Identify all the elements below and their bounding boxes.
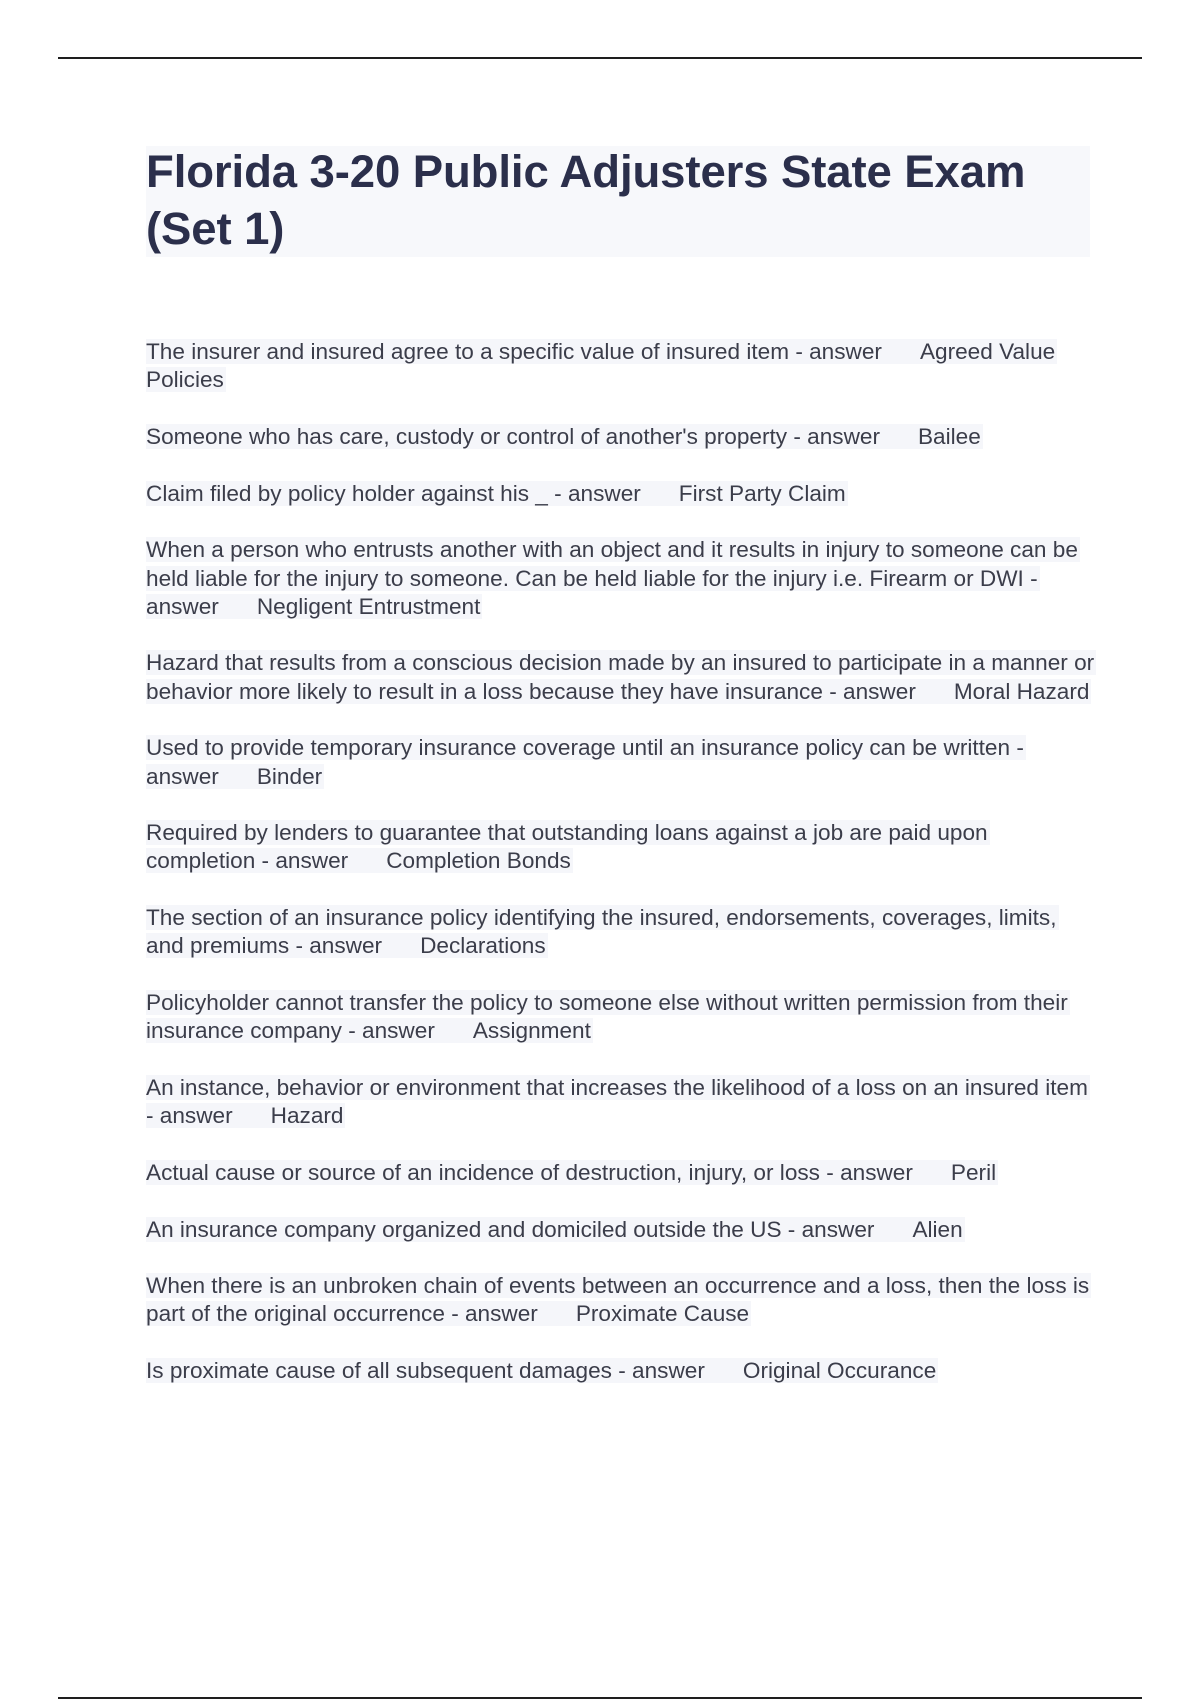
answer-separator: - answer [795,339,882,364]
answer-text: Agreed Value Policies [146,339,1056,393]
answer-text: Proximate Cause [575,1301,750,1327]
question-text: Actual cause or source of an incidence of destruction, injury, or loss [146,1159,820,1185]
question-text: Required by lenders to guarantee that outstanding loans against a job are paid upon completion [146,820,988,874]
answer-separator: - answer [787,1216,875,1242]
bottom-rule [58,1697,1142,1699]
answer-separator: - answer [826,1159,913,1185]
qa-item [146,338,1098,394]
qa-item [146,1272,1098,1328]
qa-item [146,649,1098,705]
qa-item [146,1357,1098,1385]
answer-text: Peril [950,1159,997,1185]
question-text: Is proximate cause of all subsequent damages [146,1358,612,1384]
answer-text: First Party Claim [678,480,846,506]
question-text: The insurer and insured agree to a specific value of insured item [146,339,790,364]
qa-item [146,536,1098,621]
question-text: An insurance company organized and domiciled outside the US [146,1216,782,1242]
answer-text: Alien [912,1216,963,1242]
question-text: Policyholder cannot transfer the policy to someone else without written permission from their insurance company [146,990,1068,1044]
qa-item [146,904,1098,960]
answer-text: Declarations [420,933,546,959]
qa-item [146,1159,1098,1187]
qa-item [146,819,1098,875]
answer-separator: - answer [554,480,641,506]
answer-text: Moral Hazard [953,678,1090,704]
page-title: Florida 3-20 Public Adjusters State Exam (Set 1) [146,146,1026,254]
qa-list [146,338,1098,1414]
answer-separator: - answer [146,735,1024,789]
answer-text: Assignment [472,1018,591,1044]
answer-separator: - answer [146,1103,233,1129]
answer-text: Bailee [917,423,981,449]
qa-item [146,1216,1098,1244]
qa-item [146,423,1098,451]
answer-separator: - answer [793,423,880,449]
answer-separator: - answer [295,933,383,959]
qa-item [146,480,1098,508]
qa-item [146,989,1098,1045]
answer-separator: - answer [451,1301,538,1327]
answer-text: Completion Bonds [386,848,571,874]
qa-item [146,734,1098,790]
question-text: Claim filed by policy holder against his _ [146,480,548,506]
top-rule [58,57,1142,59]
answer-separator: - answer [261,848,349,874]
question-text: Someone who has care, custody or control of another's property [146,423,788,449]
answer-text: Hazard [270,1103,344,1129]
question-text: Used to provide temporary insurance coverage until an insurance policy can be written [146,735,1011,761]
answer-text: Binder [256,763,323,789]
answer-separator: - answer [348,1018,435,1044]
answer-separator: - answer [146,565,1038,619]
question-text: Hazard that results from a conscious decision made by an insured to participate in a manner or behavior more likely to result in a loss because they have insurance [146,650,1095,704]
answer-separator: - answer [829,678,916,704]
answer-separator: - answer [618,1358,705,1384]
question-text: When there is an unbroken chain of events between an occurrence and a loss, then the loss is part of the original occurrence [146,1273,1090,1327]
answer-text: Original Occurance [742,1358,937,1384]
question-text: An instance, behavior or environment that increases the likelihood of a loss on an insured item [146,1074,1088,1100]
qa-item [146,1074,1098,1130]
answer-text: Negligent Entrustment [256,593,481,619]
question-text: When a person who entrusts another with an object and it results in injury to someone can be held liable for the injury to someone. Can be held liable for the injury i.e. Firearm or DWI [146,537,1078,591]
question-text: The section of an insurance policy identifying the insured, endorsements, coverages, limits, and premiums [146,905,1057,959]
